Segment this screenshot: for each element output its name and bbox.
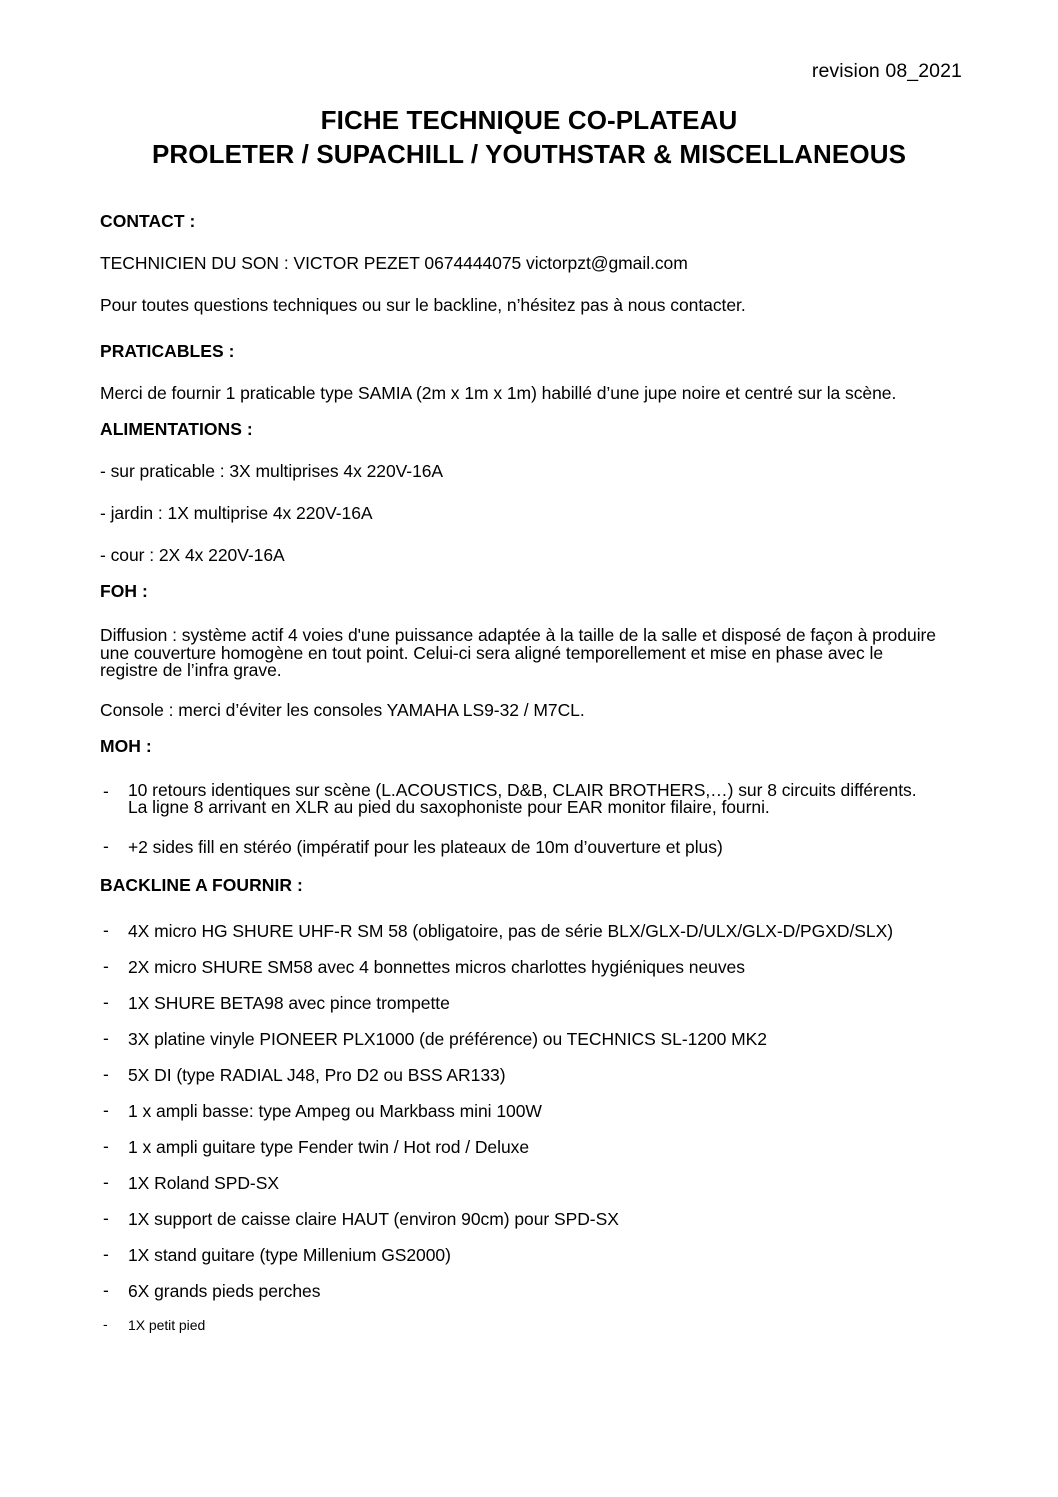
list-item-label: 2X micro SHURE SM58 avec 4 bonnettes micros charlottes hygiéniques neuves — [128, 956, 745, 977]
bullet-dash-icon: - — [103, 919, 109, 940]
foh-console: Console : merci d’éviter les consoles YAMAHA LS9-32 / M7CL. — [100, 699, 585, 720]
list-gap — [100, 1085, 970, 1101]
list-item — [100, 993, 970, 1013]
moh-list — [100, 779, 970, 857]
list-gap — [100, 941, 970, 957]
list-gap — [100, 1265, 970, 1281]
list-gap — [100, 1157, 970, 1173]
bullet-dash-icon: - — [103, 1315, 108, 1332]
bullet-dash-icon: - — [103, 991, 109, 1012]
list-item-label: 3X platine vinyle PIONEER PLX1000 (de préférence) ou TECHNICS SL-1200 MK2 — [128, 1028, 767, 1049]
list-gap — [100, 1121, 970, 1137]
foh-diffusion-line-1: Diffusion : système actif 4 voies d'une puissance adaptée à la taille de la salle et disposé de façon à produire — [100, 625, 936, 645]
list-item-line-2: La ligne 8 arrivant en XLR au pied du saxophoniste pour EAR monitor filaire, fourni. — [128, 797, 770, 817]
backline-list — [100, 921, 970, 1334]
page-title — [0, 103, 1058, 171]
list-gap — [100, 1301, 970, 1317]
bullet-dash-icon: - — [103, 1135, 109, 1156]
list-item-label: 1 x ampli basse: type Ampeg ou Markbass mini 100W — [128, 1100, 542, 1121]
list-item — [100, 1137, 970, 1157]
list-item — [100, 1065, 970, 1085]
bullet-dash-icon: - — [103, 1171, 109, 1192]
list-item — [100, 837, 970, 857]
section-heading-moh: MOH : — [100, 735, 152, 756]
foh-diffusion-line-3: registre de l’infra grave. — [100, 660, 282, 680]
bullet-dash-icon: - — [103, 1207, 109, 1228]
list-item — [100, 1245, 970, 1265]
list-item-label: 1 x ampli guitare type Fender twin / Hot rod / Deluxe — [128, 1136, 530, 1157]
list-item-label: 6X grands pieds perches — [128, 1280, 321, 1301]
list-item-label: 1X stand guitare (type Millenium GS2000) — [128, 1244, 451, 1265]
list-item-label: 1X petit pied — [128, 1316, 206, 1333]
list-item — [100, 1173, 970, 1193]
bullet-dash-icon: - — [103, 1063, 109, 1084]
praticables-text: Merci de fournir 1 praticable type SAMIA (2m x 1m x 1m) habillé d’une jupe noire et centré sur la scène. — [100, 383, 897, 403]
bullet-dash-icon: - — [103, 1243, 109, 1264]
list-item-line-1: 10 retours identiques sur scène (L.ACOUSTICS, D&B, CLAIR BROTHERS,…) sur 8 circuits différents. — [128, 779, 917, 800]
list-item-label: 1X Roland SPD-SX — [128, 1172, 279, 1193]
list-item — [100, 779, 970, 817]
section-heading-backline: BACKLINE A FOURNIR : — [100, 874, 303, 895]
title-line-2: PROLETER / SUPACHILL / YOUTHSTAR & MISCELLANEOUS — [151, 139, 907, 169]
list-gap — [100, 977, 970, 993]
title-line-1: FICHE TECHNIQUE CO-PLATEAU — [320, 105, 738, 135]
bullet-dash-icon: - — [103, 835, 109, 856]
list-gap — [100, 817, 970, 837]
list-item-label: 4X micro HG SHURE UHF-R SM 58 (obligatoire, pas de série BLX/GLX-D/ULX/GLX-D/PGXD/SLX) — [128, 920, 893, 941]
list-item — [100, 1317, 970, 1334]
bullet-dash-icon: - — [103, 1027, 109, 1048]
alimentation-line-2: - jardin : 1X multiprise 4x 220V-16A — [100, 503, 373, 523]
section-heading-foh: FOH : — [100, 581, 148, 601]
bullet-dash-icon: - — [103, 1099, 109, 1120]
contact-technician: TECHNICIEN DU SON : VICTOR PEZET 0674444075 victorpzt@gmail.com — [100, 253, 688, 273]
list-item-label: 1X SHURE BETA98 avec pince trompette — [128, 992, 450, 1013]
bullet-dash-icon: - — [103, 1279, 109, 1300]
bullet-dash-icon: - — [103, 955, 109, 976]
section-heading-contact: CONTACT : — [100, 211, 196, 231]
revision-label: revision 08_2021 — [811, 60, 962, 82]
list-gap — [100, 1193, 970, 1209]
list-item-label: 1X support de caisse claire HAUT (environ 90cm) pour SPD-SX — [128, 1208, 619, 1229]
foh-diffusion-line-2: une couverture homogène en tout point. Celui-ci sera aligné temporellement et mise en phase avec le — [100, 642, 884, 663]
document-body — [100, 211, 970, 1334]
contact-note: Pour toutes questions techniques ou sur le backline, n’hésitez pas à nous contacter. — [100, 295, 746, 315]
list-item — [100, 957, 970, 977]
list-gap — [100, 1229, 970, 1245]
list-gap — [100, 1049, 970, 1065]
list-item — [100, 921, 970, 941]
list-item — [100, 1029, 970, 1049]
alimentation-line-1: - sur praticable : 3X multiprises 4x 220V-16A — [100, 461, 444, 481]
list-item — [100, 1101, 970, 1121]
bullet-dash-icon: - — [103, 780, 109, 801]
section-heading-praticables: PRATICABLES : — [100, 341, 235, 361]
list-item-line-1: +2 sides fill en stéréo (impératif pour les plateaux de 10m d’ouverture et plus) — [128, 836, 723, 857]
list-item — [100, 1281, 970, 1301]
alimentation-line-3: - cour : 2X 4x 220V-16A — [100, 545, 285, 565]
section-heading-alimentations: ALIMENTATIONS : — [100, 419, 253, 439]
list-item-label: 5X DI (type RADIAL J48, Pro D2 ou BSS AR133) — [128, 1064, 506, 1085]
list-gap — [100, 1013, 970, 1029]
list-item — [100, 1209, 970, 1229]
